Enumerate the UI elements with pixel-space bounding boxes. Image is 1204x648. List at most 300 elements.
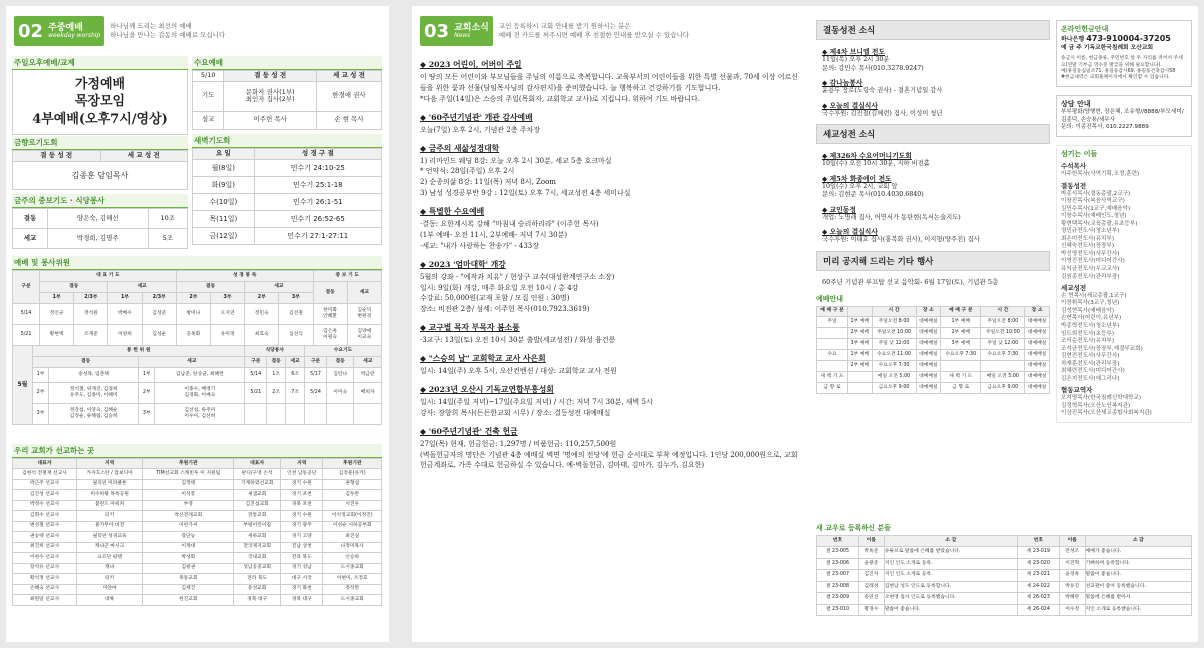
meal-team: 10조 xyxy=(148,209,187,229)
cell: 세 23-021 xyxy=(1017,570,1059,582)
cell: 만성조 xyxy=(1059,547,1085,559)
table-row xyxy=(13,532,382,543)
sunday-line: 목장모임 xyxy=(74,94,126,110)
cell: 김창권 xyxy=(143,563,234,574)
cell: 말씀이 좋습니다. xyxy=(1085,570,1191,582)
cell: 카자흐스탄 / 캄보디아 xyxy=(77,469,143,480)
friday-preacher: 김종훈 담임목사 xyxy=(13,161,188,189)
cell: 필리핀 미라클론 xyxy=(77,479,143,490)
col-header: 대 표 기 도 xyxy=(40,271,177,282)
section-heading: 결동성전 소식 xyxy=(816,20,1050,40)
cell: 말씀에 은혜를 받아서. xyxy=(1085,593,1191,605)
col-header: 세 교 성 전 xyxy=(100,151,188,162)
news-title: ◆ 제326차 수요어머니기도회 xyxy=(822,152,912,160)
cell: 경북 포천 xyxy=(281,500,323,511)
date-cell: 5/21 xyxy=(13,325,40,346)
col-header: 성 경 구 절 xyxy=(254,149,381,160)
cell xyxy=(267,404,286,425)
cell: 박성화 xyxy=(143,553,234,564)
cell: 경북 대구 xyxy=(281,595,323,606)
cell: 2부 xyxy=(139,383,155,404)
page-number: 02 xyxy=(18,20,44,42)
cell: 인천 남동공단 xyxy=(281,469,323,480)
account-holder: 예 금 주 기독교한국침례회 오산교회 xyxy=(1061,45,1154,52)
cell: 박유진 xyxy=(1059,581,1085,593)
cell: 최진희 선교사 xyxy=(13,542,77,553)
verse-cell: 민수기 26:52-65 xyxy=(254,210,381,227)
col-header: 번호 xyxy=(817,536,859,547)
bulletin-page-02 xyxy=(6,6,389,642)
cell: 금요오후 9:00 xyxy=(872,382,916,393)
section-heading: 예배 및 봉사위원 xyxy=(12,256,382,270)
table-row xyxy=(13,553,382,564)
wednesday-table xyxy=(192,70,382,130)
cell: 김선철 xyxy=(279,304,313,325)
cell: 이성순 시하공부회 xyxy=(323,521,382,532)
cell: 김선섭, 류주미 이우미, 김선희 xyxy=(155,404,245,425)
cell: 권승택 선교사 xyxy=(13,532,77,543)
box-heading: 온라인헌금안내 xyxy=(1061,25,1109,33)
table-row xyxy=(817,371,1050,382)
cell: 세 26-023 xyxy=(1017,593,1059,605)
cell: 박옥준 xyxy=(858,547,884,559)
cell: 세 23-020 xyxy=(1017,558,1059,570)
cell: 한미화 안혜환 xyxy=(313,304,347,325)
missions-section xyxy=(12,444,382,606)
cell xyxy=(847,382,872,393)
col-header: 지역 xyxy=(77,459,143,469)
cell: 유튜브로 말씀에 은혜를 받았습니다. xyxy=(884,547,1017,559)
friday-prayer-section xyxy=(12,136,188,190)
cell xyxy=(354,404,382,425)
cell: 세 26-024 xyxy=(1017,604,1059,616)
cell: 금요오후 9:00 xyxy=(981,382,1025,393)
cell: 이현미, 조정호 xyxy=(323,574,382,585)
verse-cell: 민수기 25:1-18 xyxy=(254,176,381,193)
col-header: 2부 xyxy=(176,293,210,304)
cell: 수요오후 7:30 xyxy=(981,349,1025,360)
cell: 박배수 xyxy=(108,304,142,325)
cell: 김은옥 이원숙 xyxy=(313,325,347,346)
campus-news-column xyxy=(816,20,1050,394)
article-title: ◆ '60주년기념관' 개관 감사예배 xyxy=(420,112,533,122)
col-header xyxy=(847,306,872,316)
box-heading: 상담 안내 xyxy=(1061,99,1091,108)
cell: 손혜숙 선교사 xyxy=(13,584,77,595)
cell: 김남준, 한상균, 최혜련 xyxy=(155,368,245,383)
col-header: 세교 xyxy=(245,282,313,293)
cell: 김성운 xyxy=(142,325,176,346)
cell: 이현수 선교사 xyxy=(13,553,77,564)
cell: 윤광준 xyxy=(858,558,884,570)
cell: 이석봉 xyxy=(143,490,234,501)
cell: TIM선교회 스캐빈투 미 지원팀 xyxy=(143,469,234,480)
col-header: 소 감 xyxy=(884,536,1017,547)
col-header: 구분 xyxy=(13,271,40,304)
right-sidebar xyxy=(1056,20,1192,423)
cell: 요르단 팡랜 xyxy=(77,553,143,564)
cell: 주일 xyxy=(817,316,848,327)
cell: 터키 xyxy=(77,511,143,522)
cell: 국내교회 xyxy=(234,553,281,564)
cell: 황석정 선교사 xyxy=(13,574,77,585)
cell: 세 23-019 xyxy=(1017,547,1059,559)
header-subtitle xyxy=(110,22,225,40)
cell: 이양희 xyxy=(108,325,142,346)
table-row xyxy=(13,521,382,532)
verse-cell: 민수기 26:1-51 xyxy=(254,193,381,210)
cell: 1부 예배 xyxy=(847,316,872,327)
cell: 나정미목사 xyxy=(323,542,382,553)
cell: 이주헌 목사 xyxy=(224,111,317,129)
cell: 경기 화천 xyxy=(281,584,323,595)
cell: 결 23-009 xyxy=(817,593,859,605)
article-body: ·결동: 요한계시록 강해 "마침내 승리하리라" (이주헌 목사) (1부 예배- 오전 11시, 2부예배- 저녁 7시 30분) ·세교: "내가 사랑하는 찬송가" - 433장 xyxy=(420,220,599,250)
cell: 경기 수원 xyxy=(281,479,323,490)
day-cell: 화(9일) xyxy=(193,176,255,193)
cell xyxy=(817,338,848,349)
day-cell: 목(11일) xyxy=(193,210,255,227)
news-body: 개업: 노명래 집사, 어연서가 동탄현(독서논술지도) xyxy=(822,213,961,221)
col-header: 대표자 xyxy=(13,459,77,469)
table-row xyxy=(817,360,1050,371)
cell: 새 벽 기 도 xyxy=(941,371,981,382)
table-row xyxy=(817,382,1050,393)
page-header xyxy=(420,16,689,46)
cell: 세 24-022 xyxy=(1017,581,1059,593)
news-title: ◆ 제5차 화종에이 전도 xyxy=(822,174,892,183)
cell: 주일오전 10:00 xyxy=(981,327,1025,338)
meal-service-section xyxy=(12,194,188,249)
cell: 7조 xyxy=(286,383,305,404)
cell: 2부 예배 xyxy=(847,360,872,371)
meal-names: 양은숙, 김해선 xyxy=(47,209,148,229)
col-header: 예 배 구 분 xyxy=(941,306,981,316)
cell: 캐냐 xyxy=(77,563,143,574)
cell: 김진섭교회 xyxy=(234,500,281,511)
cell: 대륙 xyxy=(77,595,143,606)
col-header: 장 소 xyxy=(1025,306,1050,316)
cell xyxy=(981,360,1025,371)
table-row xyxy=(817,338,1050,349)
news-body: 10일(수) 오후 2시, 교회 앞 문의: 김현준 목사(010.4030.6840) xyxy=(822,182,924,198)
cell: 공옥화 xyxy=(176,325,210,346)
campus-label: 결동 xyxy=(13,209,48,229)
cell: 최진실 xyxy=(323,532,382,543)
gyeoldong-news xyxy=(816,40,1050,124)
cell: 새하교회 xyxy=(234,532,281,543)
cell: 수요 xyxy=(817,349,848,360)
col-header: 예 배 구 분 xyxy=(817,306,848,316)
col-header: 시 간 xyxy=(872,306,916,316)
cell: 김휘수 선교사 xyxy=(13,511,77,522)
cell: 한경애 권사 xyxy=(316,81,381,111)
col-header: 1부 xyxy=(108,293,142,304)
cell: 도시종교회 xyxy=(323,563,382,574)
cell: 2조 xyxy=(267,383,286,404)
staff-list: 오지영목사(한국침례신학대학교) 김정혁목사(오산노인복지관) 이상진목사(오산세교종합사회복지관) xyxy=(1061,395,1152,417)
col-header: 결동 xyxy=(326,357,354,368)
table-row xyxy=(817,581,1192,593)
cell: 이진혁 xyxy=(1059,558,1085,570)
article-title: ◆ 2023 어린이, 어버이 주일 xyxy=(420,60,522,69)
meal-names: 박경희, 김명주 xyxy=(47,229,148,249)
verse-cell: 민수기 24:10-25 xyxy=(254,159,381,176)
campus-label: 세교 xyxy=(13,229,48,249)
col-header: 2/3부 xyxy=(142,293,176,304)
cell: 3부 xyxy=(139,404,155,425)
col-header: 세교 xyxy=(139,357,245,368)
news-body: 11일(목) 오후 2시 30분 문의: 강민수 목사(010.3278.9247) xyxy=(822,56,924,72)
cell: 1부 예배 xyxy=(941,316,981,327)
service-table-bottom xyxy=(12,345,382,425)
cell: 김진자 xyxy=(858,570,884,582)
dawn-prayer-section xyxy=(192,134,382,245)
meal-table xyxy=(12,208,188,249)
section-title-en: News xyxy=(454,31,471,39)
cell: 기뻐하며 등록합니다. xyxy=(1085,558,1191,570)
cell: 이수정 xyxy=(1059,604,1085,616)
day-cell: 수(10일) xyxy=(193,193,255,210)
segyo-news xyxy=(816,144,1050,251)
sunday-afternoon-section xyxy=(12,56,188,135)
section-heading: 금주의 중보기도 · 식당봉사 xyxy=(12,194,188,208)
cell: 최효숙 xyxy=(245,325,279,346)
cell: 대구 시국 xyxy=(281,574,323,585)
col-header: 구분 xyxy=(305,357,327,368)
staff-box xyxy=(1056,145,1192,423)
cell: 송성목, 임춘택 xyxy=(49,368,139,383)
cell: 김성준 xyxy=(142,304,176,325)
cell: 서진우 xyxy=(323,500,382,511)
table-row xyxy=(13,584,382,595)
cell: 정석만 xyxy=(323,584,382,595)
cell: 경기 포천 xyxy=(281,490,323,501)
section-title: 주중예배 xyxy=(48,22,83,33)
col-header: 지역 xyxy=(281,459,323,469)
cell: 판디/구영 손석 xyxy=(234,469,281,480)
cell: 대예배실 xyxy=(1025,316,1050,327)
col-header: 성 경 봉 독 xyxy=(176,271,313,282)
cell: 오지연 xyxy=(210,304,244,325)
section-heading: 금향로기도회 xyxy=(12,136,188,150)
cell: 결 23-008 xyxy=(817,581,859,593)
wednesday-service-section xyxy=(192,56,382,130)
cell: 방미나 xyxy=(176,304,210,325)
cell: 1조 xyxy=(267,368,286,383)
cell: 김정태 xyxy=(143,479,234,490)
cell: 정강섭, 이영숙, 김혜순 김정순, 류혜림, 김승희 xyxy=(49,404,139,425)
cell: 주일 낮 12:00 xyxy=(981,338,1025,349)
article-body: 27일(목) 현재, 헌금헌금: 1,297명 / 비품헌금: 110,257,500원 (벽돌헌금자의 명단은 기념관 4층 예배실 벽면 '명예의 전당'에 헌금 순서대로 부착 예정입니다. 1인당 200,000원으로, 교회 헌금계좌로, 가족 수대로 헌금하실 수 있습니다. 예-벽돌헌금, 김마태, 김마가, 김누가, 김요한) xyxy=(420,439,798,470)
col-header: 식당봉사 xyxy=(245,346,305,357)
cell: 조재준 xyxy=(74,325,108,346)
news-body: 윤용두 장로(노령숙 권사) - 결혼기념일 감사 xyxy=(822,87,943,94)
table-row xyxy=(13,490,382,501)
cell: 대예배실 xyxy=(916,382,941,393)
cell: 주일오전 10:00 xyxy=(872,327,916,338)
cell: 정석원 xyxy=(74,304,108,325)
cell: 5/17 xyxy=(305,368,327,383)
cell: 금 향 로 xyxy=(817,382,848,393)
row-label: 설교 xyxy=(193,111,224,129)
col-header: 요 일 xyxy=(193,149,255,160)
cell: 전통교회 xyxy=(234,511,281,522)
friday-table xyxy=(12,150,188,190)
cell xyxy=(245,404,267,425)
article-body: 5월의 강좌 - "예작과 치유" / 현상구 교수(대성관계연구소 소장) 일시: 9일(화) 개강, 매주 화요일 오전 10시 / 총 4강 수강료: 50,000원(교재 포함 / 모집 인원 : 30명) 장소: 비전관 2층/ 섬세: 이주헌 목사(010.7923.3619) xyxy=(420,272,615,314)
news-title: ◆ 오늘의 결실식사 xyxy=(822,101,878,110)
cell: 경기 광주 xyxy=(281,521,323,532)
col-header: 세교 xyxy=(347,282,381,304)
article-title: ◆ 특별한 수요예배 xyxy=(420,206,485,216)
cell: 대예배실 xyxy=(916,371,941,382)
col-header: 결 등 성 전 xyxy=(224,71,317,82)
col-header: 수요기도 xyxy=(305,346,382,357)
cell: 2부 xyxy=(33,383,49,404)
missions-table xyxy=(12,458,382,606)
page-header xyxy=(14,16,225,46)
col-header: 세교 xyxy=(354,357,382,368)
table-row xyxy=(817,349,1050,360)
col-header: 이름 xyxy=(1059,536,1085,547)
cell: 착신전래교회 xyxy=(143,511,234,522)
table-row xyxy=(13,500,382,511)
cell: 장단능 xyxy=(143,532,234,543)
cell: 필리핀 성경교육 xyxy=(77,532,143,543)
worship-schedule-table xyxy=(816,306,1050,394)
article-title: ◆ '60주년기념관' 건축 헌금 xyxy=(420,426,518,436)
cell: 경기 성남 xyxy=(281,563,323,574)
article-body: 이 땅의 모든 어린이와 부모님들을 주님의 이름으로 축복합니다. 교육부서의 어린이들을 위한 특별 선물과, 70세 이상 어르신들을 위한 꽃과 선물(담임목사님의 감사편지)을 준비했습니다. 늘 행복하고 건강하기를 기도합니다. *다음 주일(14일)은 스승의 주일(목회자, 교회학교 교사)로 지킵니다. 위하여 기도 바랍니다. xyxy=(420,73,799,103)
cell: 매일 오전 5:00 xyxy=(981,371,1025,382)
cell: 송연선 xyxy=(858,593,884,605)
news-body: 국수후원: 이태호 집사(홍복화 권사), 이지형(양주진) 집사 xyxy=(822,236,980,243)
col-header: 세교 xyxy=(286,357,305,368)
staff-group-title: 결동성전 xyxy=(1061,181,1087,190)
cell: 김현남 성도 인도로 등록합니다. xyxy=(884,581,1017,593)
article-body: 일시: 14일(주일 저녁)~17일(주요일 저녁) / 시간: 저녁 7시 30분, 새벽 5시 강사: 장향희 목사(든든한교회 시무) / 장소: 결등성전 대예배실 xyxy=(420,397,653,417)
article-body: 일시: 14일(주) 오후 5시, 오산컨벤션 / 대상: 교회학교 교사 전원 xyxy=(420,367,617,376)
cell: 김정훈(유카) xyxy=(323,469,382,480)
cell: 기계하였선교회 xyxy=(234,479,281,490)
staff-group-title: 협동교역자 xyxy=(1061,386,1093,395)
col-header: 소 감 xyxy=(1085,536,1191,547)
article-body: 1) 리마인드 웨딩 8강: 오늘 오후 2시 30분, 세교 5층 호크마실 * 언약식: 28일(주일) 오후 2시 2) 순종의삶 8강: 11일(목) 저녁 8시, Zoom 3) 남성 성경공부반 9강 : 12일(토) 오후 7시, 세교성전 4층 세미나실 xyxy=(420,156,631,198)
section-badge xyxy=(420,16,493,46)
cell: 대예배실 xyxy=(916,316,941,327)
cell: 김진성 선교사 xyxy=(13,490,77,501)
section-badge xyxy=(14,16,104,46)
cell: 전라 북도 xyxy=(281,553,323,564)
col-header: 후원기관 xyxy=(143,459,234,469)
cell: 수요오전 11:00 xyxy=(872,349,916,360)
table-row xyxy=(13,563,382,574)
upcoming-event: 60주년 기념관 루프탑 선교 음악회- 6월 17일(토), 기념관 5층 xyxy=(822,277,999,286)
cell: 전라 북도 xyxy=(234,574,281,585)
table-row xyxy=(817,593,1192,605)
cell: 심선식 xyxy=(279,325,313,346)
col-header: 세교 xyxy=(108,282,176,293)
cell: 장석유 선교사 xyxy=(13,563,77,574)
table-row xyxy=(13,595,382,606)
cell: 미수바왕 목록공원 xyxy=(77,490,143,501)
cell: 박금란 xyxy=(354,368,382,383)
cell: 매일 오전 5:00 xyxy=(872,371,916,382)
online-offering-box xyxy=(1056,20,1192,87)
cell: 신승하 xyxy=(323,553,382,564)
cell: 김탄나 xyxy=(326,368,354,383)
counseling-text: 부부평화/양행현, 장은혜, 조유형//8888/부모세미/김종덕, 손승용/세무사 문의: 이종진목사, 010.2227.9889 xyxy=(1061,109,1184,131)
counseling-box xyxy=(1056,95,1192,137)
cell: 주일 낮 12:00 xyxy=(872,338,916,349)
cell: 정민숙 xyxy=(245,304,279,325)
cell: 동성교회 xyxy=(234,584,281,595)
section-heading: 미리 공지해 드리는 기타 행사 xyxy=(816,251,1050,271)
col-header: 2/3부 xyxy=(74,293,108,304)
cell: 지인 인도 소개로 등록. xyxy=(884,570,1017,582)
cell: 2부 예배 xyxy=(941,327,981,338)
cell: 유미경 xyxy=(210,325,244,346)
cell: 대예배실 xyxy=(916,338,941,349)
article-title: ◆ "스승의 날" 교회학교 교사 사은회 xyxy=(420,353,546,363)
bank-name: 하나은행 xyxy=(1061,36,1085,44)
news-articles xyxy=(420,52,804,471)
cell: 5/21 xyxy=(245,383,267,404)
staff-list: 박종석목사(결동총괄,2교구) 이창진목사(복음사역교구) 김민수목사(1교구,예배음악) 이창수목사(예배인도,청년) 황현택목사(교육총괄,유초등부) 정민규전도사(청소년부) 최은미전도사(유치부) 신혜숙전도사(장장부) 박선영전도사(사무간사) 이영진전도사(미디어간사) 유익균전도사(우교교사) 김원종전도사(관리부장) xyxy=(1061,190,1138,280)
cell: 3부 예배 xyxy=(941,338,981,349)
cell: 김현석 전철재 선교사 xyxy=(13,469,77,480)
section-heading: 수요예배 xyxy=(192,56,382,70)
header-subtitle-line: 교인 등록하시 교회 안내를 받기 원하시는 분은 xyxy=(498,22,631,31)
cell: 김래성 xyxy=(858,581,884,593)
col-header: 결 등 성 전 xyxy=(13,151,101,162)
cell: 3부 예배 xyxy=(847,338,872,349)
cell: 대예배실 xyxy=(1025,371,1050,382)
cell: 경북 대구 xyxy=(234,595,281,606)
cell: 전국제지교회 xyxy=(234,542,281,553)
cell: 대예배실 xyxy=(1025,382,1050,393)
cell: 결 23-006 xyxy=(817,558,859,570)
cell: 불란드 아워커 xyxy=(77,500,143,511)
table-row xyxy=(817,316,1050,327)
table-row xyxy=(13,511,382,522)
cell: 새 벽 기 도 xyxy=(817,371,848,382)
col-header: 대표자 xyxy=(234,459,281,469)
col-header: 결동 xyxy=(40,282,108,293)
cell: 김양애 이교숙 xyxy=(347,325,381,346)
month-label: 5월 xyxy=(13,346,33,425)
cell: 주일오전 8:00 xyxy=(872,316,916,327)
wed-date: 5/10 xyxy=(193,71,224,82)
cell xyxy=(286,404,305,425)
offering-notes: 송금시 이름, 헌금종류, 주민번호 앞 두 자리를 적어서 주세요(연말 기부금 영수증 발급을 위해 필요합니다). 예)홍길동십일조71, 홍길동감사69, 홍길동건축감사58 #헌금내역은 교회홈페이지에서 확인할 수 있습니다. xyxy=(1061,56,1183,81)
cell: 2부 예배 xyxy=(847,327,872,338)
row-label: 기도 xyxy=(193,81,224,111)
col-header: 결동 xyxy=(267,357,286,368)
cell: 대예배실 xyxy=(916,360,941,371)
col-header: 장 소 xyxy=(916,306,941,316)
cell: 윤정옥 xyxy=(1059,570,1085,582)
col-header: 후원기관 xyxy=(323,459,382,469)
cell xyxy=(305,404,327,425)
cell: 1부 xyxy=(33,368,49,383)
account-number: 473-910004-37205 xyxy=(1086,34,1171,44)
cell: 캐냐곤 마시크 xyxy=(77,542,143,553)
cell: 정석철, 위재진, 김경희 유주도, 김종미, 이혜미 xyxy=(49,383,139,404)
article-title: ◆ 금주의 새삶성경대학 xyxy=(420,143,500,153)
section-title-en: weekday worship xyxy=(48,31,101,39)
